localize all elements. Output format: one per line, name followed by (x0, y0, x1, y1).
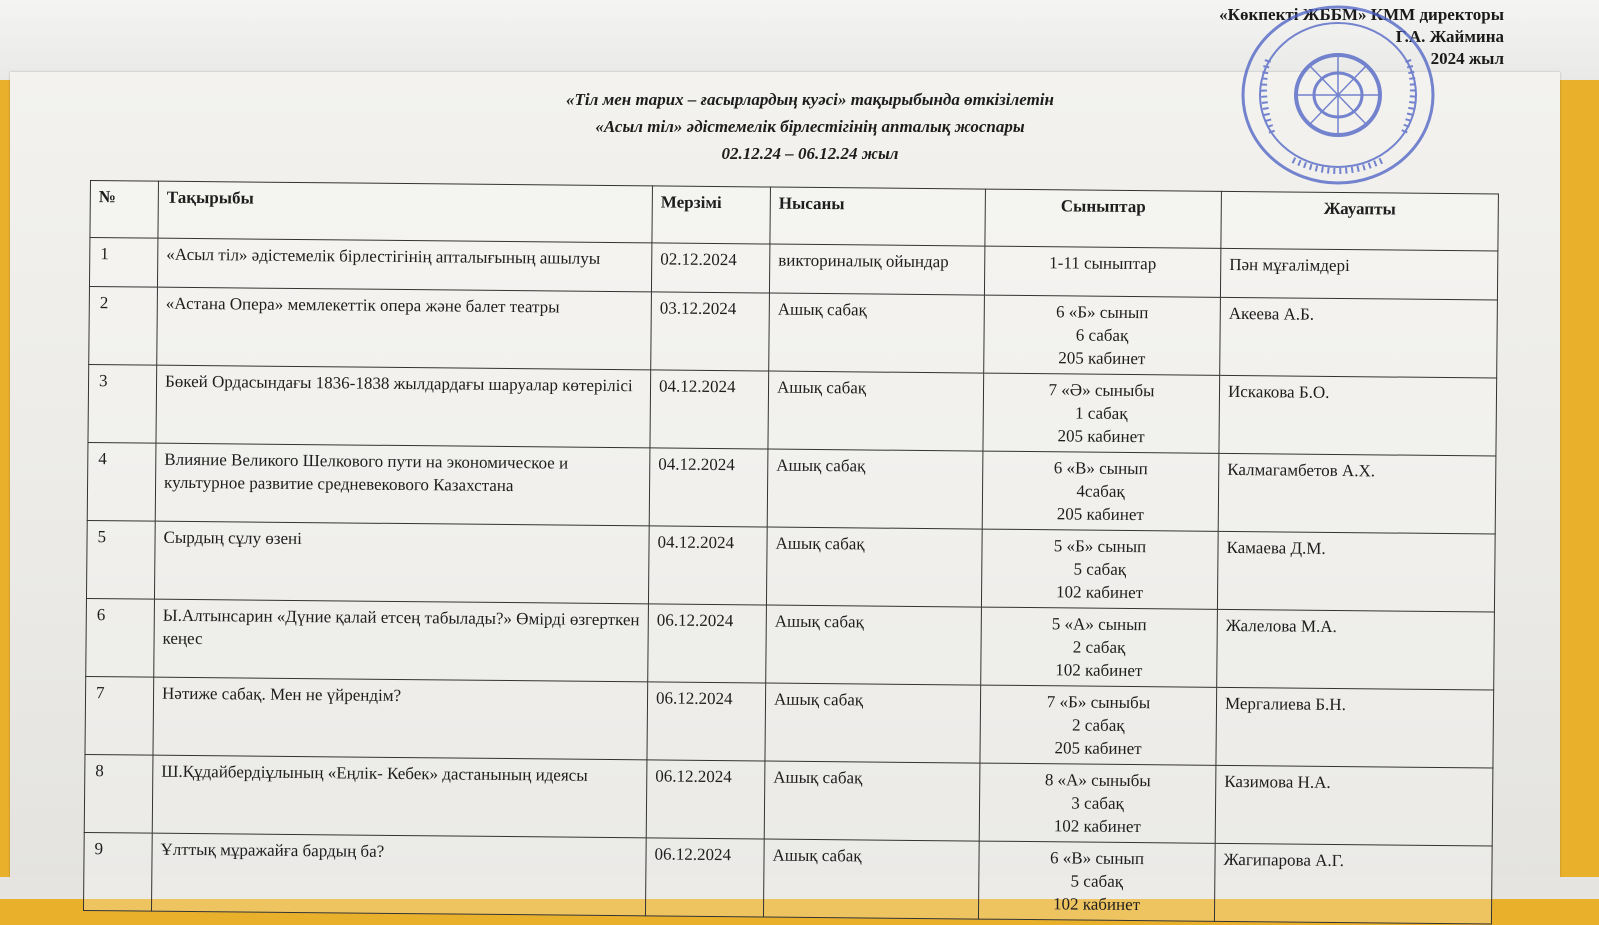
approval-line-2: Г.А. Жаймина (1395, 27, 1504, 46)
cell-topic: Сырдың сұлу өзені (154, 521, 649, 604)
title-line-3: 02.12.24 – 06.12.24 жыл (721, 144, 899, 163)
cell-topic: «Асыл тіл» әдістемелік бірлестігінің апталығының ашылуы (157, 238, 651, 292)
header-topic: Тақырыбы (158, 181, 653, 243)
cell-number: 1 (89, 238, 157, 288)
cell-form: Ашық сабақ (769, 293, 985, 373)
class-line: 205 кабинет (1058, 348, 1146, 369)
cell-topic: «Астана Опера» мемлекеттік опера және балет театры (157, 287, 652, 370)
class-line: 2 сабақ (1072, 637, 1126, 657)
table-row (88, 364, 1497, 456)
cell-number: 6 (86, 598, 155, 677)
cell-classes (981, 607, 1218, 687)
cell-classes (981, 529, 1218, 609)
cell-classes (984, 246, 1220, 297)
cell-classes (983, 373, 1220, 453)
cell-date: 04.12.2024 (650, 370, 769, 449)
class-line: 5 «Б» сынып (1053, 536, 1147, 557)
cell-responsible: Пән мұғалімдері (1220, 248, 1497, 300)
cell-number: 5 (86, 520, 155, 599)
plan-table-wrapper (83, 180, 1499, 924)
cell-number: 4 (87, 442, 156, 521)
cell-topic: Ұлттық мұражайға бардың ба? (151, 833, 646, 916)
class-line: 5 сабақ (1073, 559, 1127, 579)
header-classes: Сыныптар (985, 189, 1222, 248)
approval-line-1: «Көкпекті ЖББМ» КММ директоры (1219, 5, 1504, 24)
cell-form: Ашық сабақ (768, 371, 984, 451)
cell-topic: Ш.Құдайбердіұлының «Еңлік- Кебек» дастанының идеясы (152, 755, 647, 838)
cell-number: 3 (88, 364, 157, 443)
document-title (380, 86, 1240, 167)
cell-form: Ашық сабақ (765, 683, 981, 763)
cell-classes (978, 841, 1215, 921)
class-line: 3 сабақ (1071, 793, 1124, 813)
cell-number: 8 (84, 754, 153, 833)
cell-form: Ашық сабақ (764, 761, 980, 841)
class-line: 6 «В» сынып (1049, 848, 1145, 869)
cell-topic: Нәтиже сабақ. Мен не үйрендім? (153, 677, 648, 760)
cell-date: 04.12.2024 (649, 448, 768, 527)
cell-responsible: Мергалиева Б.Н. (1216, 687, 1494, 768)
cell-topic: Влияние Великого Шелкового пути на экономическое и культурное развитие средневекового Казахстана (155, 443, 650, 526)
table-row (86, 598, 1495, 690)
cell-form: Ашық сабақ (763, 839, 979, 919)
cell-date: 06.12.2024 (646, 760, 765, 839)
plan-table (83, 180, 1499, 924)
title-line-1: «Тіл мен тарих – ғасырлардың куәсі» тақырыбында өткізілетін (566, 90, 1054, 109)
class-line: 102 кабинет (1055, 582, 1144, 603)
cell-responsible: Калмагамбетов А.Х. (1218, 453, 1496, 534)
cell-form: Ашық сабақ (766, 605, 982, 685)
cell-responsible: Акеева А.Б. (1220, 297, 1498, 378)
class-line: 102 кабинет (1055, 660, 1143, 681)
table-row (86, 520, 1495, 612)
official-stamp-icon (1238, 0, 1438, 190)
class-line: 6 «Б» сынып (1056, 302, 1149, 323)
cell-date: 04.12.2024 (648, 526, 767, 605)
header-responsible: Жауапты (1221, 191, 1499, 251)
cell-classes (979, 763, 1216, 843)
class-line: 102 кабинет (1052, 894, 1141, 915)
cell-classes (980, 685, 1217, 765)
cell-form: викториналық ойындар (769, 244, 984, 295)
class-line: 205 кабинет (1054, 738, 1142, 759)
class-line: 7 «Б» сыныбы (1046, 692, 1151, 713)
table-row (87, 442, 1496, 534)
class-line: 205 кабинет (1057, 426, 1145, 447)
cell-date: 06.12.2024 (645, 838, 764, 917)
cell-form: Ашық сабақ (767, 449, 983, 529)
cell-responsible: Жагипарова А.Г. (1214, 843, 1492, 924)
cell-number: 9 (83, 832, 152, 911)
class-line: 102 кабинет (1053, 816, 1141, 837)
class-line: 7 «Ә» сыныбы (1048, 380, 1155, 401)
cell-date: 03.12.2024 (651, 292, 770, 371)
class-line: 6 сабақ (1075, 325, 1129, 345)
class-line: 1 сабақ (1074, 403, 1128, 423)
title-line-2: «Асыл тіл» әдістемелік бірлестігінің апталық жоспары (595, 117, 1025, 136)
cell-date: 06.12.2024 (647, 682, 766, 761)
class-line: 5 «А» сынып (1051, 614, 1147, 635)
header-form: Нысаны (770, 187, 986, 246)
class-line: 8 «А» сыныбы (1044, 770, 1151, 791)
class-line: 2 сабақ (1071, 715, 1125, 735)
table-row (85, 676, 1494, 768)
class-line: 1-11 сыныптар (1049, 253, 1157, 274)
cell-topic: Бөкей Ордасындағы 1836-1838 жылдардағы шаруалар көтерілісі (156, 365, 651, 448)
cell-number: 2 (89, 286, 158, 365)
cell-classes (984, 295, 1221, 375)
cell-form: Ашық сабақ (766, 527, 982, 607)
class-line: 4сабақ (1076, 481, 1125, 501)
class-line: 205 кабинет (1056, 504, 1144, 525)
table-row (84, 754, 1493, 846)
header-date: Мерзімі (652, 186, 771, 244)
cell-date: 02.12.2024 (651, 243, 769, 293)
table-row (89, 286, 1498, 378)
cell-date: 06.12.2024 (648, 604, 767, 683)
header-number: № (90, 181, 159, 239)
cell-topic: Ы.Алтынсарин «Дүние қалай етсең табылады?» Өмірді өзгерткен кеңес (154, 599, 649, 682)
cell-responsible: Камаева Д.М. (1217, 531, 1495, 612)
cell-responsible: Искакова Б.О. (1219, 375, 1497, 456)
approval-line-3: 2024 жыл (1430, 49, 1504, 68)
table-row (83, 832, 1492, 924)
class-line: 5 сабақ (1070, 871, 1124, 891)
cell-number: 7 (85, 676, 154, 755)
cell-classes (982, 451, 1219, 531)
cell-responsible: Казимова Н.А. (1215, 765, 1493, 846)
class-line: 6 «В» сынып (1053, 458, 1148, 479)
cell-responsible: Жалелова М.А. (1217, 609, 1495, 690)
